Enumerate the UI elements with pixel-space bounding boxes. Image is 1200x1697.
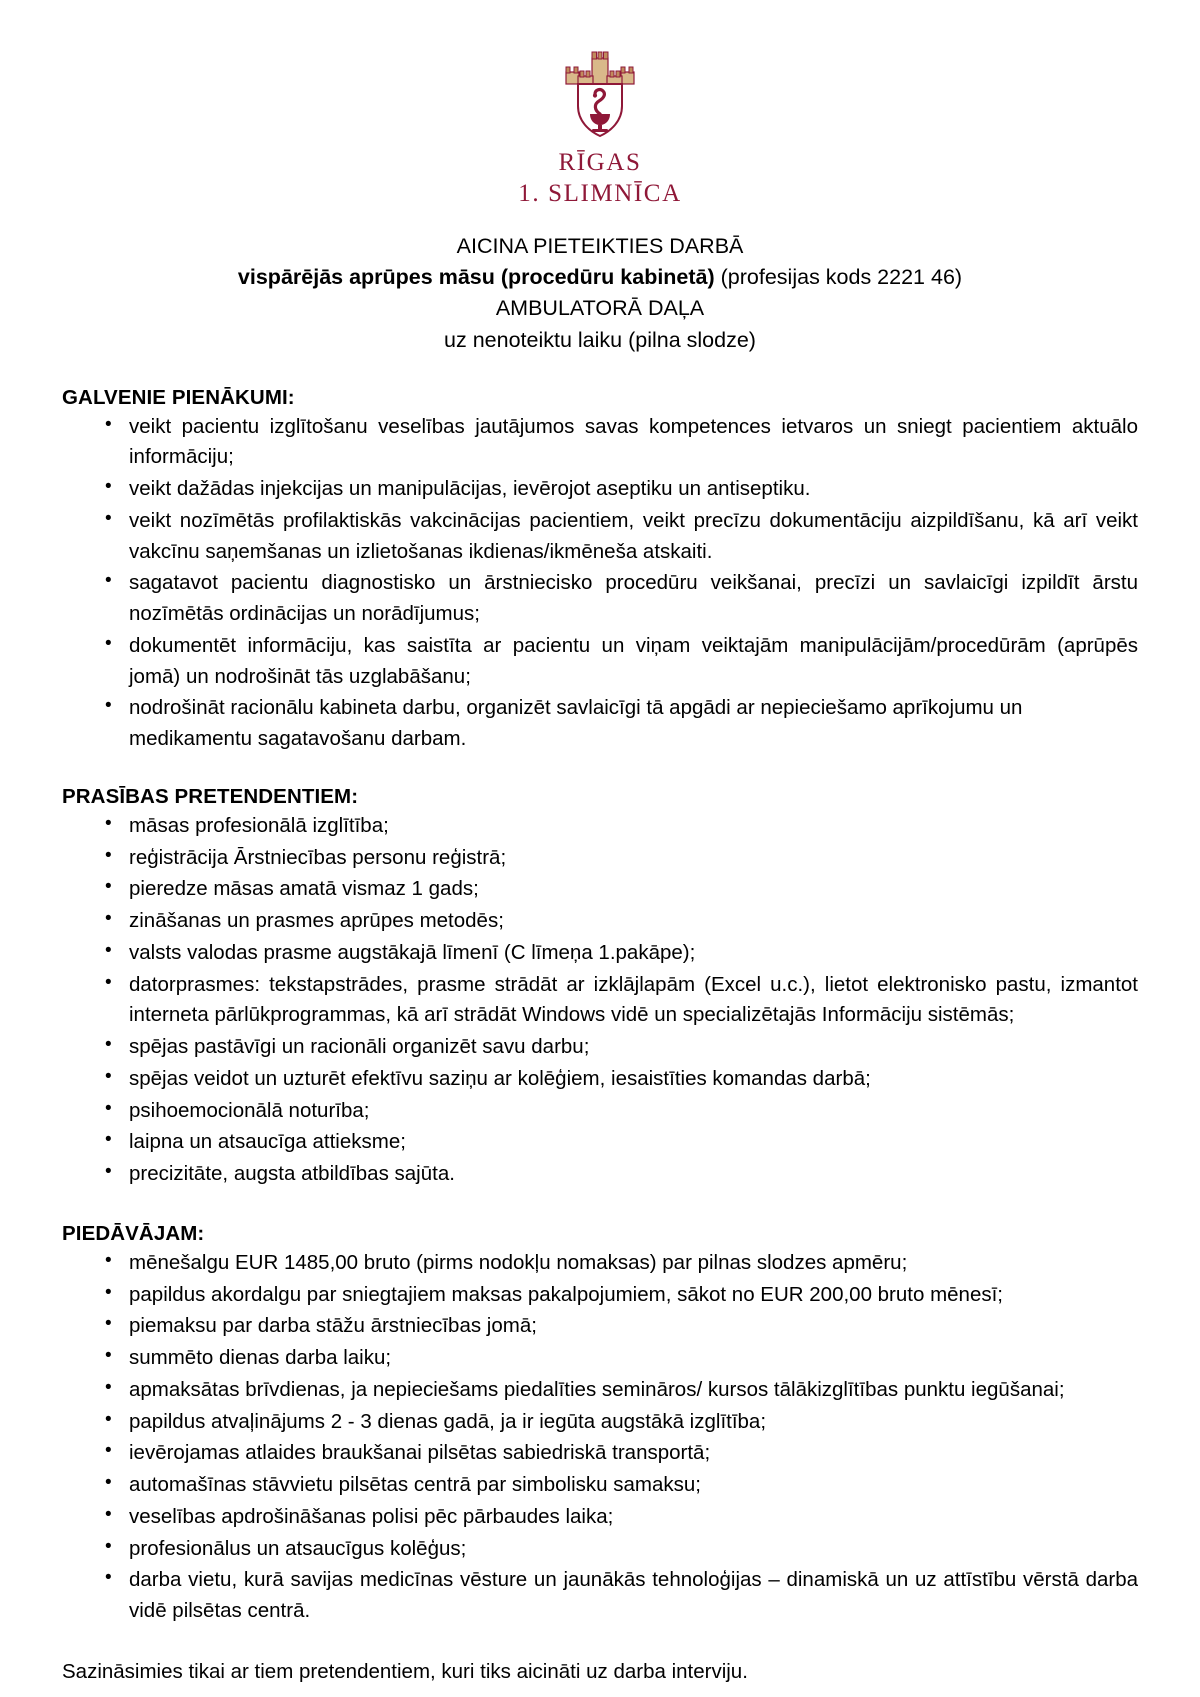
section-duties-title: GALVENIE PIENĀKUMI: — [62, 385, 295, 409]
list-item: • māsas profesionālā izglītība; — [62, 811, 1138, 842]
heading-line-1: AICINA PIETEIKTIES DARBĀ — [456, 234, 744, 258]
job-ad-heading — [62, 231, 1138, 356]
profession-code: (profesijas kods 2221 46) — [714, 265, 963, 290]
section-requirements — [62, 785, 1138, 1190]
list-item: • reģistrācija Ārstniecības personu reģistrā; — [62, 843, 1138, 874]
section-offer-title: PIEDĀVĀJAM: — [62, 1221, 205, 1245]
list-item: • piemaksu par darba stāžu ārstniecības jomā; — [62, 1311, 1138, 1342]
rigas-1-slimnica-crest-icon — [548, 46, 652, 142]
list-item: • mēnešalgu EUR 1485,00 bruto (pirms nodokļu nomaksas) par pilnas slodzes apmēru; — [62, 1248, 1138, 1279]
list-item: • dokumentēt informāciju, kas saistīta ar pacientu un viņam veiktajām manipulācijām/procedūrām (aprūpēs jomā) un nodrošināt tās uzglabāšanu; — [62, 631, 1138, 693]
list-item: • darba vietu, kurā savijas medicīnas vēsture un jaunākās tehnoloģijas – dinamiskā un uz attīstību vērstā darba vidē pilsētas centrā. — [62, 1565, 1138, 1627]
section-offer-list — [62, 1248, 1138, 1627]
heading-line-3: AMBULATORĀ DAĻA — [495, 296, 705, 321]
closing-note: Sazināsimies tikai ar tiem pretendentiem, kuri tiks aicināti uz darba interviju. — [62, 1659, 748, 1683]
list-item: • nodrošināt racionālu kabineta darbu, organizēt savlaicīgi tā apgādi ar nepieciešamo aprīkojumu un medikamentu sagatavošanu darbam. — [62, 693, 1138, 755]
heading-line-4: uz nenoteiktu laiku (pilna slodze) — [444, 327, 756, 352]
heading-line-2 — [62, 262, 1138, 293]
list-item: • veikt nozīmētās profilaktiskās vakcinācijas pacientiem, veikt precīzu dokumentāciju aizpildīšanu, kā arī veikt vakcīnu saņemšanas un izlietošanas ikdienas/ikmēneša atskaiti. — [62, 506, 1138, 568]
list-item: • spējas veidot un uzturēt efektīvu saziņu ar kolēģiem, iesaistīties komandas darbā; — [62, 1064, 1138, 1095]
list-item: • papildus akordalgu par sniegtajiem maksas pakalpojumiem, sākot no EUR 200,00 bruto mēnesī; — [62, 1280, 1138, 1311]
section-duties-list — [62, 412, 1138, 755]
list-item: • datorprasmes: tekstapstrādes, prasme strādāt ar izklājlapām (Excel u.c.), lietot elektronisko pastu, izmantot interneta pārlūkprogrammas, kā arī strādāt Windows vidē un specializētajās Informāciju sistēmās; — [62, 970, 1138, 1032]
list-item: • profesionālus un atsaucīgus kolēģus; — [62, 1534, 1138, 1565]
list-item: • zināšanas un prasmes aprūpes metodēs; — [62, 906, 1138, 937]
list-item: • pieredze māsas amatā vismaz 1 gads; — [62, 874, 1138, 905]
list-item: • precizitāte, augsta atbildības sajūta. — [62, 1159, 1138, 1190]
logo-line-1: RĪGAS — [558, 149, 642, 176]
list-item: • automašīnas stāvvietu pilsētas centrā par simbolisku samaksu; — [62, 1470, 1138, 1501]
organization-logo — [62, 0, 1138, 209]
list-item: • summēto dienas darba laiku; — [62, 1343, 1138, 1374]
list-item: • sagatavot pacientu diagnostisko un ārstniecisko procedūru veikšanai, precīzi un savlaicīgi izpildīt ārstu nozīmētās ordinācijas un norādījumus; — [62, 568, 1138, 630]
list-item: • veikt dažādas injekcijas un manipulācijas, ievērojot aseptiku un antiseptiku. — [62, 474, 1138, 505]
section-requirements-title: PRASĪBAS PRETENDENTIEM: — [62, 784, 359, 808]
list-item: • psihoemocionālā noturība; — [62, 1096, 1138, 1127]
position-title: vispārējās aprūpes māsu (procedūru kabinetā) — [237, 265, 715, 290]
section-duties — [62, 386, 1138, 755]
section-requirements-list — [62, 811, 1138, 1190]
list-item: • veselības apdrošināšanas polisi pēc pārbaudes laika; — [62, 1502, 1138, 1533]
list-item: • veikt pacientu izglītošanu veselības jautājumos savas kompetences ietvaros un sniegt pacientiem aktuālo informāciju; — [62, 412, 1138, 474]
logo-wordmark — [518, 148, 681, 209]
list-item: • spējas pastāvīgi un racionāli organizēt savu darbu; — [62, 1032, 1138, 1063]
list-item: • ievērojamas atlaides braukšanai pilsētas sabiedriskā transportā; — [62, 1438, 1138, 1469]
list-item: • laipna un atsaucīga attieksme; — [62, 1127, 1138, 1158]
list-item: • papildus atvaļinājums 2 - 3 dienas gadā, ja ir iegūta augstākā izglītība; — [62, 1407, 1138, 1438]
section-offer — [62, 1222, 1138, 1627]
list-item: • apmaksātas brīvdienas, ja nepieciešams piedalīties semināros/ kursos tālākizglītības punktu iegūšanai; — [62, 1375, 1138, 1406]
logo-line-2: 1. SLIMNĪCA — [518, 179, 682, 207]
list-item: • valsts valodas prasme augstākajā līmenī (C līmeņa 1.pakāpe); — [62, 938, 1138, 969]
